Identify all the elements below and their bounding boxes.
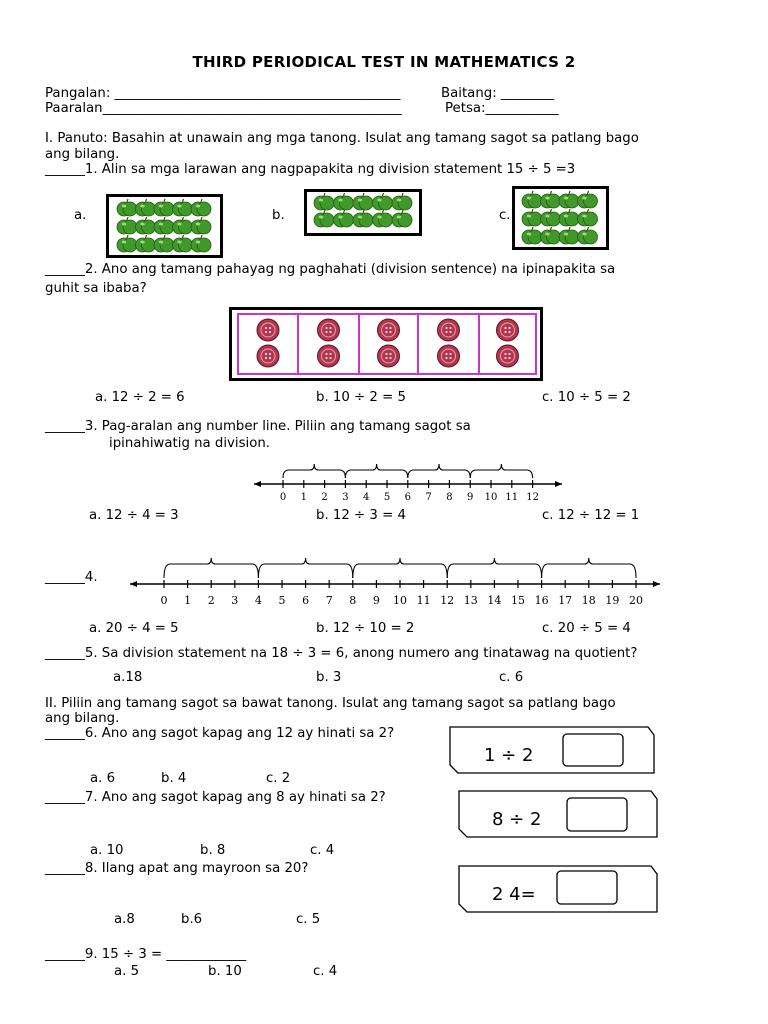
apple-icon <box>578 191 598 208</box>
sewing-button-icon <box>497 319 519 341</box>
arrow-left-icon <box>254 481 261 487</box>
q8-option-b: b.6 <box>181 912 203 927</box>
group-brace <box>408 464 470 478</box>
tick-label: 4 <box>363 492 370 503</box>
part2-instruction: II. Piliin ang tamang sagot sa bawat tanong. Isulat ang tamang sagot sa patlang bago <box>45 696 616 711</box>
tick-label: 8 <box>446 492 453 503</box>
apple-icon <box>191 217 211 234</box>
question-7: ______7. Ano ang sagot kapag ang 8 ay hinati sa 2? <box>45 790 386 805</box>
group-brace <box>470 464 532 478</box>
group-brace <box>447 558 541 578</box>
apples-group-c <box>515 189 606 247</box>
apple-icon <box>154 235 174 252</box>
group-brace <box>353 558 447 578</box>
arrow-right-icon <box>555 481 562 487</box>
q6-box-text: 1 ÷ 2 <box>484 745 534 766</box>
apple-icon <box>136 199 156 216</box>
q2-buttons-picture <box>229 307 543 381</box>
apple-icon <box>173 217 193 234</box>
question-6: ______6. Ano ang sagot kapag ang 12 ay hinati sa 2? <box>45 726 395 741</box>
q9-option-a: a. 5 <box>114 964 140 979</box>
sewing-button-icon <box>257 319 279 341</box>
name-field-label: Pangalan: ___________________________________________ <box>45 86 401 101</box>
apple-icon <box>392 210 412 227</box>
q4-option-b: b. 12 ÷ 10 = 2 <box>316 621 415 636</box>
apple-icon <box>117 217 137 234</box>
apple-icon <box>522 227 542 244</box>
apple-icon <box>173 235 193 252</box>
tick-label: 15 <box>511 594 525 607</box>
apple-icon <box>559 209 579 226</box>
apple-icon <box>522 191 542 208</box>
school-field-label: Paaralan_____________________________________________ <box>45 101 402 116</box>
sewing-button-icon <box>257 345 279 367</box>
q9-option-b: b. 10 <box>208 964 242 979</box>
q5-option-a: a.18 <box>113 670 143 685</box>
q6-answer-blank[interactable] <box>563 734 623 766</box>
q2-option-c: c. 10 ÷ 5 = 2 <box>542 390 631 405</box>
q2-option-b: b. 10 ÷ 2 = 5 <box>316 390 406 405</box>
page-title: THIRD PERIODICAL TEST IN MATHEMATICS 2 <box>192 53 576 71</box>
tick-label: 16 <box>534 594 549 607</box>
q7-option-c: c. 4 <box>310 843 335 858</box>
apple-icon <box>353 210 373 227</box>
apple-icon <box>173 199 193 216</box>
q6-option-c: c. 2 <box>266 771 291 786</box>
tick-label: 5 <box>278 594 286 607</box>
apple-icon <box>392 193 412 210</box>
sewing-button-icon <box>378 345 400 367</box>
tick-label: 0 <box>279 492 287 503</box>
tick-label: 3 <box>342 492 349 503</box>
tick-label: 12 <box>440 594 455 607</box>
q6-option-b: b. 4 <box>161 771 187 786</box>
tick-label: 2 <box>321 492 328 503</box>
tick-label: 13 <box>463 594 478 607</box>
tick-label: 12 <box>526 492 539 503</box>
part1-instruction-cont: ang bilang. <box>45 147 120 162</box>
tick-label: 0 <box>160 594 168 607</box>
group-brace <box>258 558 352 578</box>
sewing-button-icon <box>438 319 460 341</box>
group-brace <box>164 558 258 578</box>
group-brace <box>283 464 345 478</box>
q5-option-b: b. 3 <box>316 670 342 685</box>
tick-label: 1 <box>184 594 192 607</box>
q7-option-b: b. 8 <box>200 843 226 858</box>
question-5: ______5. Sa division statement na 18 ÷ 3 = 6, anong numero ang tinatawag na quotient? <box>45 646 638 661</box>
tick-label: 19 <box>605 594 620 607</box>
q1-option-c-label: c. <box>499 208 511 223</box>
tick-label: 10 <box>484 492 498 503</box>
apple-icon <box>314 193 334 210</box>
q7-answer-blank[interactable] <box>567 798 627 831</box>
tick-label: 8 <box>349 594 357 607</box>
sewing-button-icon <box>378 319 400 341</box>
grade-field-label: Baitang: ________ <box>441 86 555 101</box>
tick-label: 11 <box>505 492 519 503</box>
tick-label: 7 <box>325 594 333 607</box>
q8-answer-blank[interactable] <box>557 871 617 904</box>
q9-option-c: c. 4 <box>313 964 338 979</box>
arrow-left-icon <box>130 581 137 587</box>
q1-option-b-label: b. <box>272 208 285 223</box>
question-8: ______8. Ilang apat ang mayroon sa 20? <box>45 861 309 876</box>
apple-icon <box>154 199 174 216</box>
apple-icon <box>578 209 598 226</box>
q1-option-a-label: a. <box>74 208 87 223</box>
sewing-button-icon <box>318 345 340 367</box>
apple-icon <box>541 191 561 208</box>
q2-option-a: a. 12 ÷ 2 = 6 <box>95 390 185 405</box>
q7-division-box <box>457 789 661 841</box>
sewing-button-icon <box>318 319 340 341</box>
q1-apples-picture-a <box>106 194 223 258</box>
apple-icon <box>191 235 211 252</box>
tick-label: 14 <box>487 594 502 607</box>
q3-option-b: b. 12 ÷ 3 = 4 <box>316 508 406 523</box>
q3-option-c: c. 12 ÷ 12 = 1 <box>542 508 640 523</box>
q6-option-a: a. 6 <box>90 771 116 786</box>
apple-icon <box>117 235 137 252</box>
q3-number-line <box>250 456 568 512</box>
q4-option-c: c. 20 ÷ 5 = 4 <box>542 621 631 636</box>
apple-icon <box>353 193 373 210</box>
apple-icon <box>559 191 579 208</box>
group-brace <box>542 558 636 578</box>
q1-apples-picture-c <box>512 186 609 250</box>
tick-label: 7 <box>425 492 432 503</box>
tick-label: 9 <box>467 492 474 503</box>
q6-division-box <box>448 725 658 777</box>
q3-option-a: a. 12 ÷ 4 = 3 <box>89 508 179 523</box>
apple-icon <box>373 193 393 210</box>
q5-option-c: c. 6 <box>499 670 524 685</box>
question-4: ______4. <box>45 570 98 585</box>
q7-option-a: a. 10 <box>90 843 124 858</box>
tick-label: 2 <box>207 594 215 607</box>
apple-icon <box>117 199 137 216</box>
tick-label: 18 <box>581 594 596 607</box>
q8-option-c: c. 5 <box>296 912 321 927</box>
question-9: ______9. 15 ÷ 3 = ____________ <box>45 947 247 962</box>
tick-label: 9 <box>372 594 380 607</box>
tick-label: 4 <box>254 594 262 607</box>
group-brace <box>345 464 407 478</box>
tick-label: 20 <box>629 594 643 607</box>
part2-instruction-cont: ang bilang. <box>45 711 120 726</box>
q8-box-text: 2 4= <box>492 884 536 905</box>
apple-icon <box>373 210 393 227</box>
tick-label: 3 <box>231 594 239 607</box>
tick-label: 5 <box>383 492 391 503</box>
q8-option-a: a.8 <box>114 912 135 927</box>
date-field-label: Petsa:___________ <box>445 101 559 116</box>
apple-icon <box>559 227 579 244</box>
q4-number-line <box>126 540 666 612</box>
apple-icon <box>154 217 174 234</box>
part1-instruction: I. Panuto: Basahin at unawain ang mga tanong. Isulat ang tamang sagot sa patlang bago <box>45 131 639 146</box>
tick-label: 6 <box>302 594 310 607</box>
arrow-right-icon <box>653 581 660 587</box>
apple-icon <box>541 209 561 226</box>
apple-icon <box>314 210 334 227</box>
apple-icon <box>136 217 156 234</box>
sewing-button-icon <box>438 345 460 367</box>
question-3-cont: ipinahiwatig na division. <box>109 436 271 451</box>
sewing-button-icon <box>497 345 519 367</box>
apple-icon <box>522 209 542 226</box>
tick-label: 11 <box>416 594 431 607</box>
question-1: ______1. Alin sa mga larawan ang nagpapakita ng division statement 15 ÷ 5 =3 <box>45 162 576 177</box>
buttons-group <box>232 310 540 378</box>
question-3: ______3. Pag-aralan ang number line. Piliin ang tamang sagot sa <box>45 419 471 434</box>
apple-icon <box>334 193 354 210</box>
apples-group-b <box>307 192 419 233</box>
tick-label: 10 <box>393 594 407 607</box>
tick-label: 6 <box>404 492 411 503</box>
tick-label: 1 <box>300 492 307 503</box>
q1-apples-picture-b <box>304 189 422 236</box>
apple-icon <box>191 199 211 216</box>
q8-division-box <box>457 864 661 916</box>
apple-icon <box>541 227 561 244</box>
q7-box-text: 8 ÷ 2 <box>492 809 542 830</box>
apple-icon <box>334 210 354 227</box>
apple-icon <box>136 235 156 252</box>
tick-label: 17 <box>558 594 573 607</box>
apples-group-a <box>109 197 220 255</box>
question-2-cont: guhit sa ibaba? <box>45 281 147 296</box>
apple-icon <box>578 227 598 244</box>
question-2: ______2. Ano ang tamang pahayag ng paghahati (division sentence) na ipinapakita sa <box>45 262 616 277</box>
q4-option-a: a. 20 ÷ 4 = 5 <box>89 621 179 636</box>
